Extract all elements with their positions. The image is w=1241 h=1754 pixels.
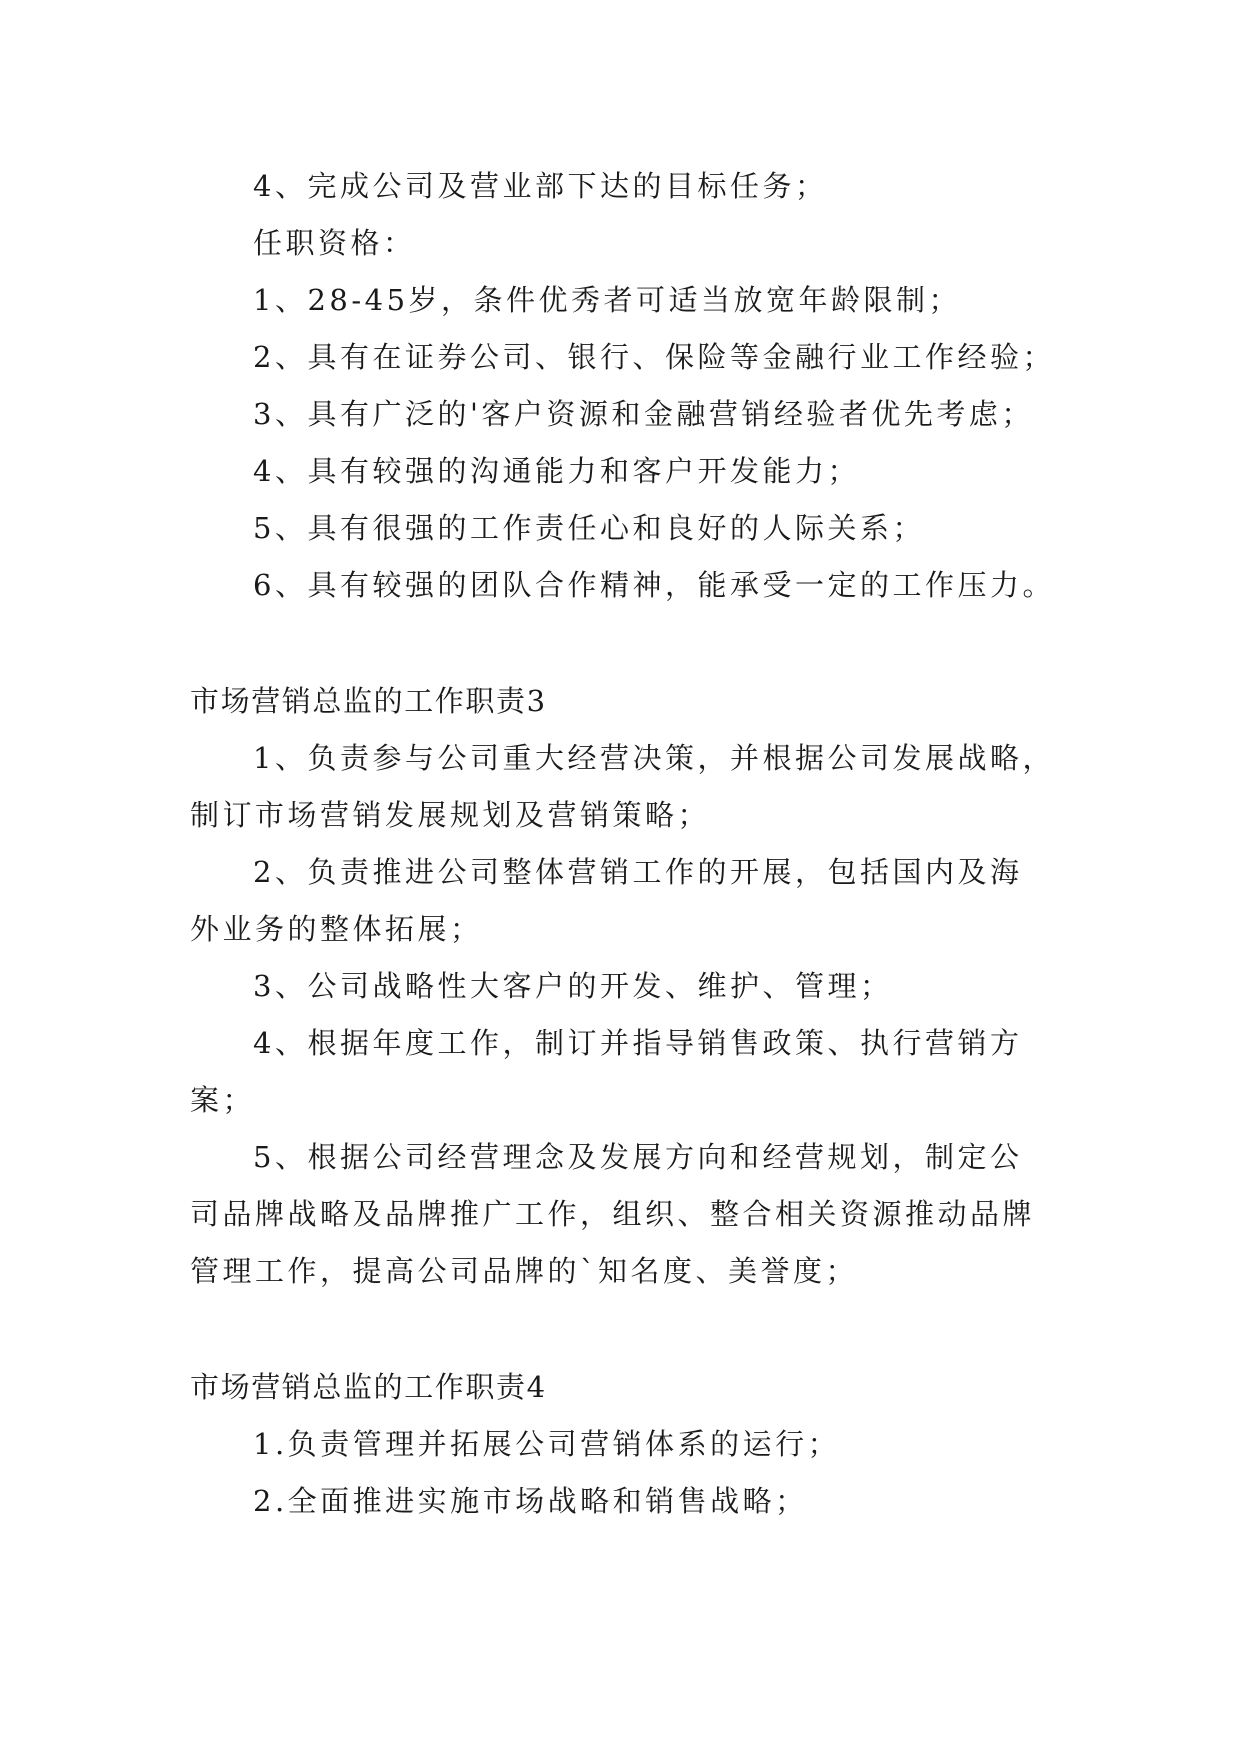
paragraph-line: 外业务的整体拓展； (190, 912, 483, 946)
paragraph-line: 案； (190, 1083, 256, 1117)
paragraph-line: 1.负责管理并拓展公司营销体系的运行； (253, 1427, 841, 1461)
paragraph-line: 4、根据年度工作，制订并指导销售政策、执行营销方 (253, 1026, 1023, 1060)
duty-item-4: 4、完成公司及营业部下达的目标任务； (253, 169, 828, 203)
qualification-item: 4、具有较强的沟通能力和客户开发能力； (253, 454, 860, 488)
qualification-item: 6、具有较强的团队合作精神，能承受一定的工作压力。 (253, 568, 1055, 602)
qualification-item: 1、28-45岁，条件优秀者可适当放宽年龄限制； (253, 283, 962, 317)
section-title: 市场营销总监的工作职责3 (190, 684, 547, 718)
paragraph-line: 2、负责推进公司整体营销工作的开展，包括国内及海 (253, 855, 1023, 889)
paragraph-line: 3、公司战略性大客户的开发、维护、管理； (253, 969, 893, 1003)
section-title: 市场营销总监的工作职责4 (190, 1370, 547, 1404)
paragraph-line: 1、负责参与公司重大经营决策，并根据公司发展战略， (253, 741, 1055, 775)
paragraph-line: 司品牌战略及品牌推广工作，组织、整合相关资源推动品牌 (190, 1197, 1036, 1231)
qualifications-heading: 任职资格： (253, 226, 416, 260)
qualification-item: 2、具有在证券公司、银行、保险等金融行业工作经验； (253, 340, 1055, 374)
paragraph-line: 制订市场营销发展规划及营销策略； (190, 798, 711, 832)
paragraph-line: 2.全面推进实施市场战略和销售战略； (253, 1484, 808, 1518)
paragraph-line: 5、根据公司经营理念及发展方向和经营规划，制定公 (253, 1140, 1023, 1174)
paragraph-line: 管理工作，提高公司品牌的`知名度、美誉度； (190, 1254, 859, 1288)
qualification-item: 5、具有很强的工作责任心和良好的人际关系； (253, 511, 925, 545)
qualification-item: 3、具有广泛的'客户资源和金融营销经验者优先考虑； (253, 397, 1034, 431)
